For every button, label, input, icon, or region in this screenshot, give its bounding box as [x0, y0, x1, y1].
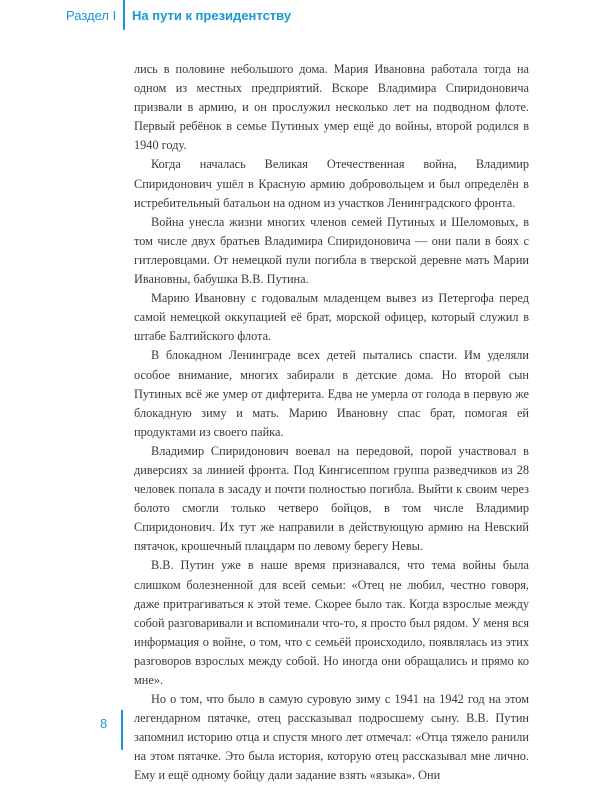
section-label: Раздел I [66, 8, 117, 23]
paragraph-2: Когда началась Великая Отечественная война, Владимир Спиридонович ушёл в Красную армию добровольцем и был определён в истребительный батальон на одном из участков Ленинградского фронта. [134, 157, 529, 210]
chapter-title: На пути к президентству [132, 8, 292, 23]
paragraph-6: Владимир Спиридонович воевал на передовой, порой участвовал в диверсиях за линией фронта. Под Кингисеппом группа разведчиков из 28 человек попала в засаду и почти полностью погибла. Выйти к своим через болото смогли только четверо бойцов, в том числе Владимир Спиридонович. Их тут же направили в действующую армию на Невский пятачок, крошечный плацдарм по левому берегу Невы. [134, 443, 529, 554]
paragraph-7: В.В. Путин уже в наше время признавался, что тема войны была слишком болезненной для всей семьи: «Отец не любил, честно говоря, даже притрагиваться к этой теме. Скорее было так. Когда взрослые между собой разговаривали и вспоминали что-то, я просто был рядом. У меня вся информация о войне, о том, что с семьёй происходило, появлялась из этих разговоров взрослых между собой. Но иногда они обращались и прямо ко мне». [134, 558, 529, 687]
page-footer [0, 710, 600, 750]
page-number: 8 [100, 716, 108, 731]
paragraph-8: Но о том, что было в самую суровую зиму с 1941 на 1942 год на этом легендарном пятачке, отец рассказывал подросшему сыну. В.В. Путин запомнил историю отца и спустя много лет отмечал: «Отца тяжело ранили на этом пятачке. Это была история, которую отец рассказывал мне лично. Ему и ещё одному бойцу дали задание взять «языка». Они [134, 692, 529, 783]
paragraph-5: В блокадном Ленинграде всех детей пытались спасти. Им уделяли особое внимание, многих забирали в детские дома. Но второй сын Путиных всё же умер от дифтерита. Едва не умерла от голода в первую же блокадную зиму и мать. Марию Ивановну спас брат, помогая ей продуктами из своего пайка. [134, 348, 529, 439]
paragraph-3: Война унесла жизни многих членов семей Путиных и Шеломовых, в том числе двух братьев Владимира Спиридоновича — они пали в боях с гитлеровцами. От немецкой пули погибла в тверской деревне мать Марии Ивановны, бабушка В.В. Путина. [134, 214, 529, 287]
paragraph-1: лись в половине небольшого дома. Мария Ивановна работала тогда на одном из местных предприятий. Вскоре Владимира Спиридоновича призвали в армию, и он прослужил несколько лет на подводном флоте. Первый ребёнок в семье Путиных умер ещё до войны, второй родился в 1940 году. [134, 62, 529, 153]
header-divider [123, 0, 125, 30]
running-header [0, 0, 600, 34]
paragraph-4: Марию Ивановну с годовалым младенцем вывез из Петергофа перед самой немецкой оккупацией её брат, морской офицер, который служил в штабе Балтийского флота. [134, 291, 529, 344]
footer-divider [121, 710, 123, 750]
page-body [134, 60, 529, 786]
